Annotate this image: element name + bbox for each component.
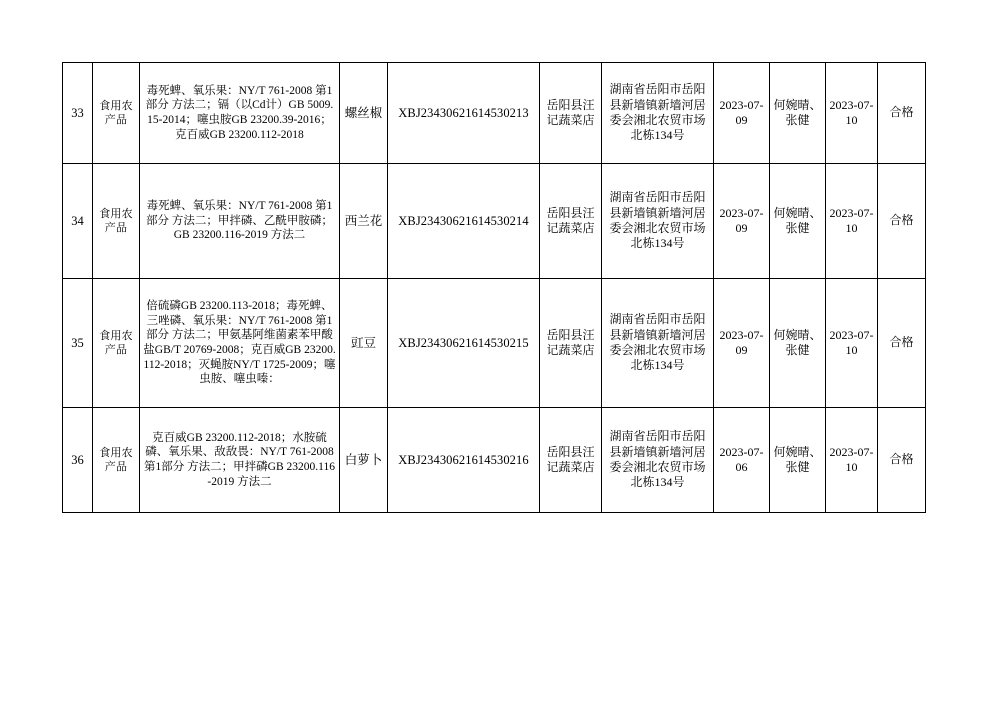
- cell-sample-date: 2023-07-06: [714, 408, 770, 513]
- cell-store: 岳阳县汪记蔬菜店: [540, 279, 602, 408]
- cell-sample-date: 2023-07-09: [714, 63, 770, 164]
- cell-category: 食用农产品: [93, 279, 140, 408]
- table-row: [63, 279, 926, 408]
- cell-store: 岳阳县汪记蔬菜店: [540, 164, 602, 279]
- cell-sample-name: 西兰花: [340, 164, 388, 279]
- table-row: [63, 63, 926, 164]
- cell-index: 33: [63, 63, 93, 164]
- cell-basis: 克百威GB 23200.112-2018；水胺硫磷、氧乐果、敌敌畏：NY/T 761-2008 第1部分 方法二；甲拌磷GB 23200.116-2019 方法二: [140, 408, 340, 513]
- cell-inspectors: 何婉晴、张健: [770, 279, 826, 408]
- inspection-table-container: [62, 62, 914, 513]
- cell-sample-code: XBJ23430621614530215: [388, 279, 540, 408]
- cell-sample-code: XBJ23430621614530216: [388, 408, 540, 513]
- cell-sample-name: 白萝卜: [340, 408, 388, 513]
- cell-sample-name: 豇豆: [340, 279, 388, 408]
- cell-sample-date: 2023-07-09: [714, 164, 770, 279]
- cell-inspectors: 何婉晴、张健: [770, 408, 826, 513]
- cell-result: 合格: [878, 63, 926, 164]
- cell-report-date: 2023-07-10: [826, 408, 878, 513]
- cell-index: 36: [63, 408, 93, 513]
- cell-address: 湖南省岳阳市岳阳县新墙镇新墙河居委会湘北农贸市场北栋134号: [602, 279, 714, 408]
- cell-store: 岳阳县汪记蔬菜店: [540, 63, 602, 164]
- cell-basis: 倍硫磷GB 23200.113-2018；毒死蜱、三唑磷、氧乐果：NY/T 761-2008 第1部分 方法二；甲氨基阿维菌素苯甲酸盐GB/T 20769-2008；克百威GB 23200.112-2018；灭蝇胺NY/T 1725-2009；噻虫胺、噻虫嗪：: [140, 279, 340, 408]
- cell-address: 湖南省岳阳市岳阳县新墙镇新墙河居委会湘北农贸市场北栋134号: [602, 408, 714, 513]
- cell-category: 食用农产品: [93, 164, 140, 279]
- cell-report-date: 2023-07-10: [826, 63, 878, 164]
- cell-sample-code: XBJ23430621614530213: [388, 63, 540, 164]
- cell-category: 食用农产品: [93, 63, 140, 164]
- cell-category: 食用农产品: [93, 408, 140, 513]
- cell-report-date: 2023-07-10: [826, 279, 878, 408]
- cell-store: 岳阳县汪记蔬菜店: [540, 408, 602, 513]
- table-row: [63, 164, 926, 279]
- cell-result: 合格: [878, 164, 926, 279]
- cell-address: 湖南省岳阳市岳阳县新墙镇新墙河居委会湘北农贸市场北栋134号: [602, 164, 714, 279]
- cell-address: 湖南省岳阳市岳阳县新墙镇新墙河居委会湘北农贸市场北栋134号: [602, 63, 714, 164]
- cell-basis: 毒死蜱、氧乐果：NY/T 761-2008 第1部分 方法二；甲拌磷、乙酰甲胺磷；GB 23200.116-2019 方法二: [140, 164, 340, 279]
- cell-sample-date: 2023-07-09: [714, 279, 770, 408]
- cell-index: 35: [63, 279, 93, 408]
- table-row: [63, 408, 926, 513]
- cell-inspectors: 何婉晴、张健: [770, 164, 826, 279]
- cell-sample-code: XBJ23430621614530214: [388, 164, 540, 279]
- cell-result: 合格: [878, 279, 926, 408]
- cell-basis: 毒死蜱、氧乐果：NY/T 761-2008 第1部分 方法二；镉（以Cd计）GB 5009.15-2014；噻虫胺GB 23200.39-2016；克百威GB 23200.112-2018: [140, 63, 340, 164]
- cell-result: 合格: [878, 408, 926, 513]
- cell-sample-name: 螺丝椒: [340, 63, 388, 164]
- cell-inspectors: 何婉晴、张健: [770, 63, 826, 164]
- cell-report-date: 2023-07-10: [826, 164, 878, 279]
- inspection-results-table: [62, 62, 926, 513]
- cell-index: 34: [63, 164, 93, 279]
